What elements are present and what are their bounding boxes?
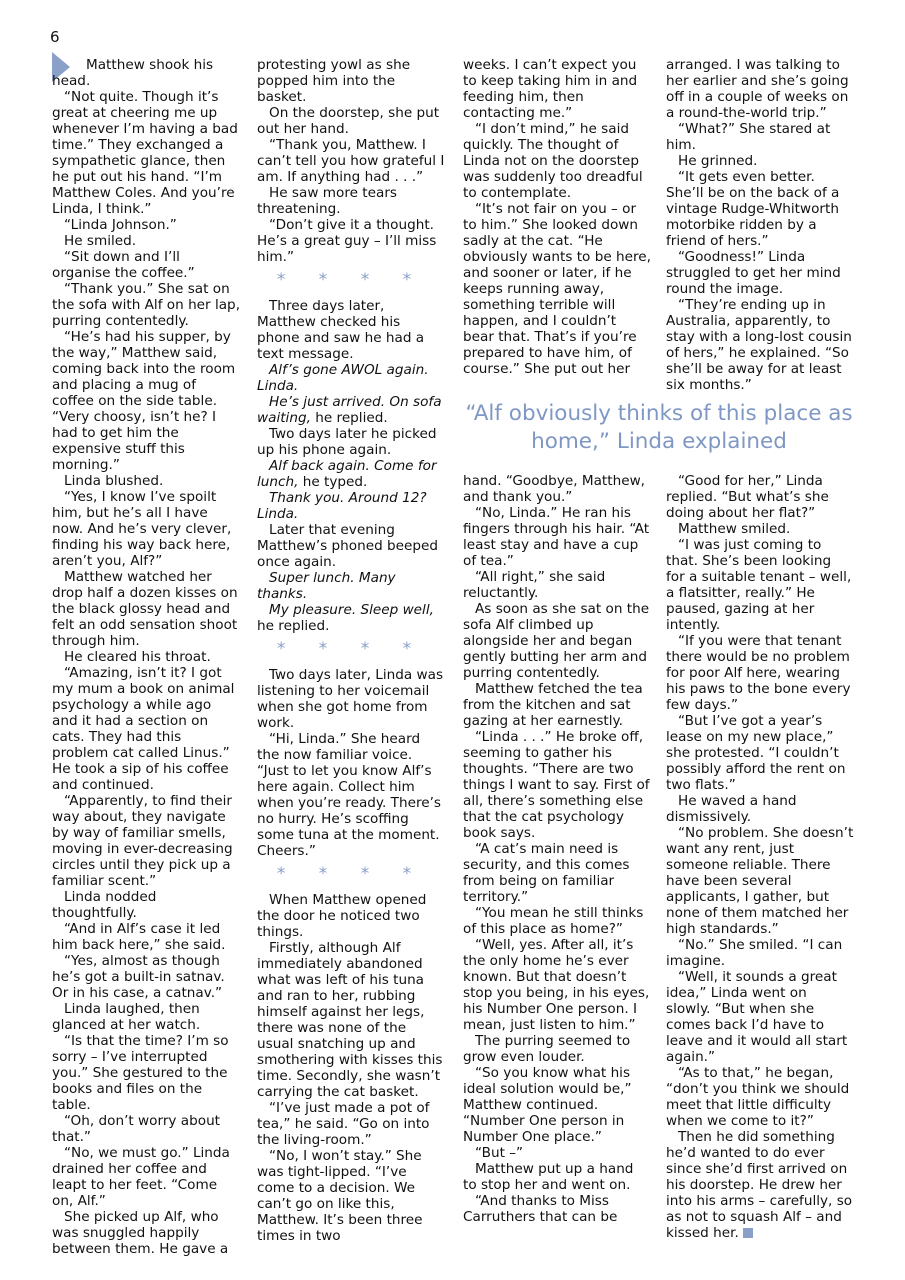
paragraph: “Apparently, to find their way about, they navigate by way of familiar smells, moving in ever-decreasing circles until they pick up a familiar scent.” [52,793,233,889]
paragraph: “Not quite. Though it’s great at cheering me up whenever I’m having a bad time.” They exchanged a sympathetic glance, then he put out his hand. “I’m Matthew Coles. And you’re Linda, I think.” [52,89,238,217]
paragraph: He cleared his throat. [64,649,211,665]
paragraph: Matthew watched her drop half a dozen kisses on the black glossy head and felt an odd sensation shoot through him. [52,569,238,649]
end-square-icon [743,1228,753,1238]
paragraph: “I’ve just made a pot of tea,” he said. “Go on into the living-room.” [257,1100,430,1148]
paragraph: “It’s not fair on you – or to him.” She looked down sadly at the cat. “He obviously wants to be here, and sooner or later, if he keeps running away, something terrible will happen, and I couldn’t bear that. That’s if you’re prepared to have him, of course.” She put out her [463,201,651,377]
paragraph: He smiled. [64,233,137,249]
paragraph: Matthew shook his head. [52,57,214,89]
paragraph: “If you were that tenant there would be no problem for poor Alf here, wearing his paws to the bone every few days.” [666,633,851,713]
paragraph: He waved a hand dismissively. [666,793,797,825]
paragraph-text: Then he did something he’d wanted to do ever since she’d first arrived on his doorstep. He drew her into his arms – carefully, so as not to squash Alf – and kissed her. [666,1129,853,1241]
column-3-top [463,57,651,377]
paragraph: “No.” She smiled. “I can imagine. [666,937,843,969]
paragraph: Matthew smiled. [678,521,791,537]
paragraph: “Amazing, isn’t it? I got my mum a book on animal psychology a while ago and it had a section on cats. They had this problem cat called Linus.” He took a sip of his coffee and continued. [52,665,235,793]
section-separator: * * * * [276,270,426,290]
paragraph: On the doorstep, she put out her hand. [257,105,440,137]
paragraph: Later that evening Matthew’s phoned beeped once again. [257,522,439,570]
paragraph: “Yes, almost as though he’s got a built-in satnav. Or in his case, a catnav.” [52,953,225,1001]
column-4-top [666,57,854,393]
paragraph: “No, I won’t stay.” She was tight-lipped. “I’ve come to a decision. We can’t go on like this, Matthew. It’s been three times in two [257,1148,423,1244]
paragraph: “What?” She stared at him. [666,121,831,153]
paragraph [666,1129,854,1241]
text-message: Alf’s gone AWOL again. Linda. [257,362,429,394]
paragraph: Two days later, Linda was listening to her voicemail when she got home from work. [257,667,444,731]
paragraph: “No problem. She doesn’t want any rent, just someone reliable. There have been several applicants, I gather, but none of them matched her high standards.” [666,825,854,937]
paragraph: “I was just coming to that. She’s been looking for a suitable tenant – well, a flatsitter, really.” He paused, gazing at her intently. [666,537,852,633]
section-separator: * * * * [276,639,426,659]
paragraph: “But –” [475,1145,524,1161]
paragraph: Two days later he picked up his phone again. [257,426,437,458]
paragraph: “Is that the time? I’m so sorry – I’ve interrupted you.” She gestured to the books and files on the table. [52,1033,229,1113]
paragraph: “All right,” she said reluctantly. [463,569,606,601]
column-4-bottom [666,473,854,1241]
text-message: Super lunch. Many thanks. [257,570,396,602]
paragraph: Linda laughed, then glanced at her watch. [52,1001,201,1033]
paragraph: “So you know what his ideal solution would be,” Matthew continued. “Number One person in Number One place.” [463,1065,632,1145]
paragraph: “No, Linda.” He ran his fingers through his hair. “At least stay and have a cup of tea.” [463,505,650,569]
text-message: He’s just arrived. On sofa waiting, he replied. [257,394,442,426]
paragraph: Matthew put up a hand to stop her and went on. [463,1161,634,1193]
paragraph: “Linda . . .” He broke off, seeming to gather his thoughts. “There are two things I want to say. First of all, there’s something else that the cat psychology book says. [463,729,650,841]
paragraph: weeks. I can’t expect you to keep taking him in and feeding him, then contacting me.” [463,57,638,121]
paragraph: “You mean he still thinks of this place as home?” [463,905,644,937]
paragraph: “Don’t give it a thought. He’s a great guy – I’ll miss him.” [257,217,437,265]
paragraph: Linda blushed. [64,473,164,489]
column-3-bottom [463,473,651,1225]
text-message: Alf back again. Come for lunch, he typed. [257,458,437,490]
paragraph: “Yes, I know I’ve spoilt him, but he’s all I have now. And he’s very clever, finding his way back here, aren’t you, Alf?” [52,489,232,569]
paragraph: She picked up Alf, who was snuggled happily between them. He gave a [52,1209,229,1257]
paragraph: “Good for her,” Linda replied. “But what’s she doing about her flat?” [666,473,829,521]
page-number: 6 [50,28,60,46]
paragraph: “As to that,” he began, “don’t you think we should meet that little difficulty when we come to it?” [666,1065,850,1129]
paragraph: “Thank you, Matthew. I can’t tell you how grateful I am. If anything had . . .” [257,137,445,185]
text-message: Thank you. Around 12? Linda. [257,490,427,522]
paragraph: “But I’ve got a year’s lease on my new place,” she protested. “I couldn’t possibly afford the rent on two flats.” [666,713,846,793]
text-message: My pleasure. Sleep well, he replied. [257,602,434,634]
paragraph: The purring seemed to grow even louder. [463,1033,631,1065]
paragraph: protesting yowl as she popped him into the basket. [257,57,411,105]
paragraph: “He’s had his supper, by the way,” Matthew said, coming back into the room and placing a mug of coffee on the side table. “Very choosy, isn’t he? I had to get him the expensive stuff this morning.” [52,329,236,473]
section-separator: * * * * [276,864,426,884]
pull-quote: “Alf obviously thinks of this place as home,” Linda explained [465,401,853,454]
paragraph: He saw more tears threatening. [257,185,397,217]
paragraph: “Hi, Linda.” She heard the now familiar voice. “Just to let you know Alf’s here again. Collect him when you’re ready. There’s no hurry. He’s scoffing some tuna at the moment. Cheers.” [257,731,442,859]
paragraph: “It gets even better. She’ll be on the back of a vintage Rudge-Whitworth motorbike ridden by a friend of hers.” [666,169,840,249]
paragraph: “And in Alf’s case it led him back here,” she said. [52,921,226,953]
paragraph: “Well, it sounds a great idea,” Linda went on slowly. “But when she comes back I’d have to leave and it would all start again.” [666,969,848,1065]
paragraph: He grinned. [678,153,758,169]
paragraph: hand. “Goodbye, Matthew, and thank you.” [463,473,646,505]
paragraph: “They’re ending up in Australia, apparently, to stay with a long-lost cousin of hers,” he explained. “So she’ll be away for at least six months.” [666,297,852,393]
paragraph: Three days later, Matthew checked his phone and saw he had a text message. [257,298,425,362]
paragraph: Matthew fetched the tea from the kitchen and sat gazing at her earnestly. [463,681,643,729]
paragraph: “No, we must go.” Linda drained her coffee and leapt to her feet. “Come on, Alf.” [52,1145,230,1209]
paragraph: When Matthew opened the door he noticed two things. [257,892,427,940]
paragraph: “Thank you.” She sat on the sofa with Alf on her lap, purring contentedly. [52,281,241,329]
paragraph: “Oh, don’t worry about that.” [52,1113,221,1145]
paragraph: “Sit down and I’ll organise the coffee.” [52,249,195,281]
paragraph: “Goodness!” Linda struggled to get her mind round the image. [666,249,841,297]
paragraph: “And thanks to Miss Carruthers that can be [463,1193,618,1225]
paragraph: “Well, yes. After all, it’s the only home he’s ever known. But that doesn’t stop you being, in his eyes, his Number One person. I mean, just listen to him.” [463,937,650,1033]
column-2 [257,57,445,1244]
paragraph: “Linda Johnson.” [64,217,177,233]
paragraph: Linda nodded thoughtfully. [52,889,157,921]
paragraph: “I don’t mind,” he said quickly. The thought of Linda not on the doorstep was suddenly too dreadful to contemplate. [463,121,643,201]
paragraph: As soon as she sat on the sofa Alf climbed up alongside her and began gently butting her arm and purring contentedly. [463,601,650,681]
paragraph: Firstly, although Alf immediately abandoned what was left of his tuna and ran to her, rubbing himself against her legs, there was none of the usual snatching up and smothering with kisses this time. Secondly, she wasn’t carrying the cat basket. [257,940,443,1100]
paragraph: arranged. I was talking to her earlier and she’s going off in a couple of weeks on a round-the-world trip.” [666,57,849,121]
paragraph: “A cat’s main need is security, and this comes from being on familiar territory.” [463,841,630,905]
column-1 [52,57,240,1257]
